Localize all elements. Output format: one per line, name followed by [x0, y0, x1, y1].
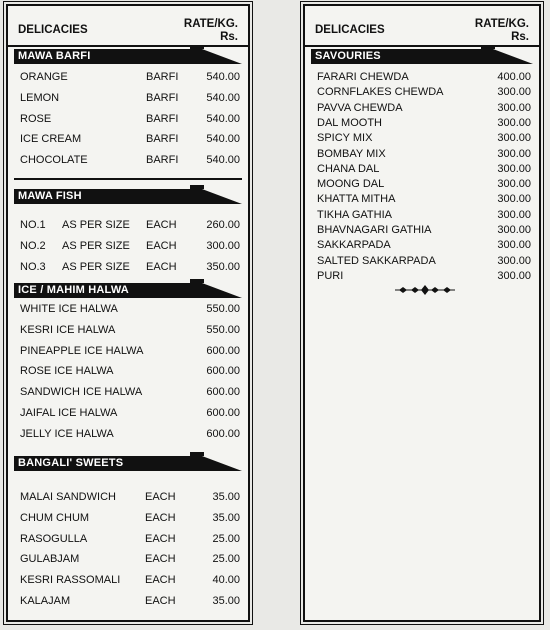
column-header: [311, 14, 533, 44]
list-item: [20, 218, 240, 232]
section-band-ice-halwa: ICE / MAHIM HALWA: [14, 283, 242, 298]
item-name: SALTED SAKKARPADA: [317, 254, 436, 267]
item-name: ROSE: [20, 112, 52, 125]
list-item: [20, 594, 240, 608]
item-price: 260.00: [206, 219, 240, 231]
item-price: 300.00: [497, 101, 531, 114]
item-kind: EACH: [146, 240, 177, 252]
section-band-mawa-barfi: MAWA BARFI: [14, 49, 242, 64]
rate-header: RATE/KG.: [183, 18, 238, 30]
item-size: AS PER SIZE: [62, 261, 130, 273]
item-price: 35.00: [212, 491, 240, 503]
delicacies-header: DELICACIES: [315, 24, 385, 36]
item-kind: EACH: [146, 261, 177, 273]
list-item: [20, 153, 240, 167]
item-kind: BARFI: [146, 71, 179, 83]
list-item: [317, 116, 531, 130]
item-price: 35.00: [212, 595, 240, 607]
item-price: 300.00: [497, 208, 531, 221]
item-price: 25.00: [212, 532, 240, 545]
list-item: [20, 490, 240, 504]
item-name: KALAJAM: [20, 595, 71, 607]
list-item: [20, 406, 240, 420]
item-price: 540.00: [206, 112, 240, 125]
item-name: SPICY MIX: [317, 132, 373, 145]
delicacies-header: DELICACIES: [18, 24, 88, 36]
list-item: [20, 239, 240, 253]
item-name: MALAI SANDWICH: [20, 491, 116, 503]
item-kind: EACH: [145, 511, 176, 524]
item-price: 550.00: [206, 323, 240, 336]
list-item: [20, 532, 240, 546]
right-price-panel: [303, 4, 541, 622]
item-name: CHOCOLATE: [20, 154, 88, 167]
list-item: [317, 162, 531, 176]
list-item: [317, 85, 531, 99]
item-kind: EACH: [146, 219, 177, 231]
list-item: [317, 223, 531, 237]
item-size: AS PER SIZE: [62, 219, 130, 231]
item-name: SAKKARPADA: [317, 239, 391, 252]
item-price: 540.00: [206, 91, 240, 104]
item-price: 300.00: [497, 269, 531, 282]
item-kind: EACH: [145, 595, 176, 607]
list-item: [317, 101, 531, 115]
list-item: [20, 552, 240, 566]
item-name: SANDWICH ICE HALWA: [20, 386, 143, 399]
item-price: 540.00: [206, 154, 240, 167]
item-name: PINEAPPLE ICE HALWA: [20, 344, 144, 357]
item-name: NO.1: [20, 219, 46, 231]
item-name: JAIFAL ICE HALWA: [20, 407, 118, 419]
section-band-savouries: SAVOURIES: [311, 49, 533, 64]
item-price: 300.00: [497, 193, 531, 206]
left-price-panel: [6, 4, 250, 622]
section-divider: [14, 178, 242, 180]
item-kind: EACH: [145, 532, 176, 545]
item-price: 40.00: [212, 574, 240, 587]
item-name: MOONG DAL: [317, 178, 385, 191]
item-name: CHANA DAL: [317, 162, 380, 175]
item-price: 540.00: [206, 71, 240, 83]
list-item: [20, 511, 240, 525]
item-price: 35.00: [212, 511, 240, 524]
item-name: WHITE ICE HALWA: [20, 303, 118, 315]
item-name: BHAVNAGARI GATHIA: [317, 224, 432, 236]
rate-header: RATE/KG.: [474, 18, 529, 30]
header-rule: [305, 45, 539, 47]
item-kind: BARFI: [146, 91, 179, 104]
rate-unit: Rs.: [220, 31, 238, 43]
item-price: 400.00: [497, 71, 531, 83]
item-name: RASOGULLA: [20, 532, 88, 545]
item-name: BOMBAY MIX: [317, 147, 386, 160]
item-name: CORNFLAKES CHEWDA: [317, 86, 444, 99]
item-price: 300.00: [497, 224, 531, 236]
item-price: 540.00: [206, 133, 240, 146]
rate-unit: Rs.: [511, 31, 529, 43]
item-price: 300.00: [206, 240, 240, 252]
list-item: [20, 302, 240, 316]
item-price: 300.00: [497, 132, 531, 145]
column-header: [14, 14, 242, 44]
list-item: [317, 192, 531, 206]
item-price: 600.00: [206, 427, 240, 440]
list-item: [20, 112, 240, 126]
item-name: KESRI ICE HALWA: [20, 323, 116, 336]
list-item: [317, 131, 531, 145]
list-item: [317, 147, 531, 161]
list-item: [20, 323, 240, 337]
item-name: NO.2: [20, 240, 46, 252]
list-item: [20, 364, 240, 378]
item-price: 600.00: [206, 365, 240, 378]
item-name: TIKHA GATHIA: [317, 208, 392, 221]
section-band-bangali-sweets: BANGALI' SWEETS: [14, 456, 242, 471]
item-name: PURI: [317, 269, 344, 282]
list-item: [317, 269, 531, 283]
diamond-ornament-icon: [395, 285, 455, 295]
item-name: LEMON: [20, 91, 60, 104]
item-price: 300.00: [497, 239, 531, 252]
list-item: [317, 70, 531, 84]
list-item: [20, 91, 240, 105]
list-item: [317, 177, 531, 191]
item-price: 300.00: [497, 178, 531, 191]
item-size: AS PER SIZE: [62, 240, 130, 252]
list-item: [20, 573, 240, 587]
item-price: 550.00: [206, 303, 240, 315]
list-item: [20, 385, 240, 399]
item-name: ICE CREAM: [20, 133, 82, 146]
item-name: GULABJAM: [20, 553, 80, 566]
item-price: 600.00: [206, 407, 240, 419]
item-name: DAL MOOTH: [317, 116, 382, 129]
item-name: NO.3: [20, 261, 46, 273]
item-name: FARARI CHEWDA: [317, 71, 409, 83]
item-price: 350.00: [206, 261, 240, 273]
list-item: [317, 254, 531, 268]
item-name: ROSE ICE HALWA: [20, 365, 114, 378]
item-kind: EACH: [145, 574, 176, 587]
item-price: 25.00: [212, 553, 240, 566]
list-item: [317, 208, 531, 222]
item-name: JELLY ICE HALWA: [20, 427, 114, 440]
item-name: PAVVA CHEWDA: [317, 101, 403, 114]
item-kind: BARFI: [146, 133, 179, 146]
item-kind: BARFI: [146, 112, 179, 125]
section-band-mawa-fish: MAWA FISH: [14, 189, 242, 204]
item-price: 300.00: [497, 254, 531, 267]
list-item: [20, 344, 240, 358]
item-name: ORANGE: [20, 71, 68, 83]
item-price: 300.00: [497, 116, 531, 129]
list-item: [20, 70, 240, 84]
item-kind: BARFI: [146, 154, 179, 167]
list-item: [20, 132, 240, 146]
item-kind: EACH: [145, 491, 176, 503]
header-rule: [8, 45, 248, 47]
item-price: 300.00: [497, 147, 531, 160]
item-price: 600.00: [206, 386, 240, 399]
list-item: [20, 260, 240, 274]
item-price: 300.00: [497, 86, 531, 99]
item-name: KHATTA MITHA: [317, 193, 396, 206]
item-price: 600.00: [206, 344, 240, 357]
list-item: [317, 238, 531, 252]
item-name: CHUM CHUM: [20, 511, 90, 524]
list-item: [20, 427, 240, 441]
item-name: KESRI RASSOMALI: [20, 574, 121, 587]
item-kind: EACH: [145, 553, 176, 566]
item-price: 300.00: [497, 162, 531, 175]
